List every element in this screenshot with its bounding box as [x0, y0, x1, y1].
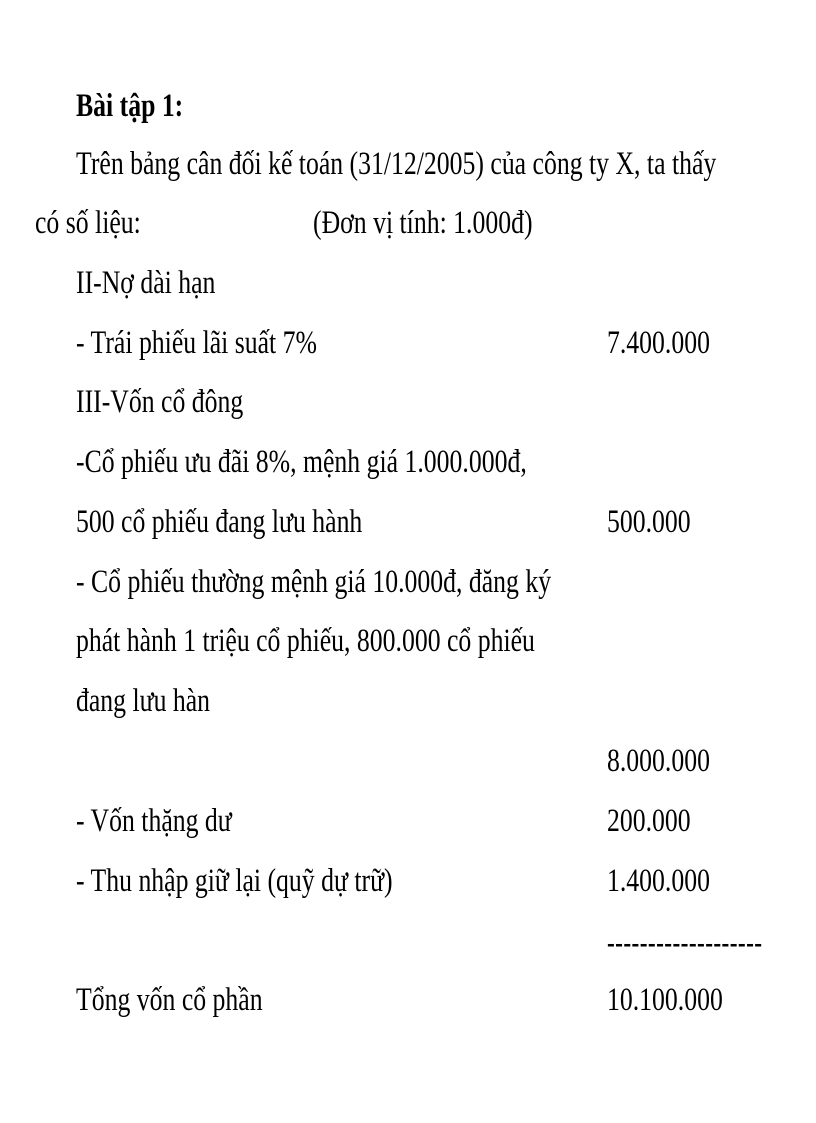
unit-note: (Đơn vị tính: 1.000đ) [313, 205, 533, 241]
total-equity-label: Tổng vốn cổ phần [76, 982, 263, 1018]
retained-earnings-label: - Thu nhập giữ lại (quỹ dự trữ) [76, 863, 393, 899]
exercise-title: Bài tập 1: [76, 88, 184, 124]
common-stock-line-2: phát hành 1 triệu cổ phiếu, 800.000 cổ phiếu [76, 623, 535, 659]
preferred-stock-line-1: -Cổ phiếu ưu đãi 8%, mệnh giá 1.000.000đ, [76, 444, 527, 480]
section-shareholders-equity: III-Vốn cổ đông [76, 384, 244, 420]
preferred-stock-value: 500.000 [607, 504, 691, 540]
total-separator: ------------------- [607, 926, 763, 959]
total-equity-value: 10.100.000 [607, 982, 723, 1018]
capital-surplus-label: - Vốn thặng dư [76, 803, 232, 839]
bond-label: - Trái phiếu lãi suất 7% [76, 325, 317, 361]
common-stock-value: 8.000.000 [607, 743, 710, 779]
intro-line-2: có số liệu: [35, 205, 141, 241]
capital-surplus-value: 200.000 [607, 803, 691, 839]
preferred-stock-line-2: 500 cổ phiếu đang lưu hành [76, 504, 363, 540]
bond-value: 7.400.000 [607, 325, 710, 361]
common-stock-line-1: - Cổ phiếu thường mệnh giá 10.000đ, đăng ký [76, 564, 552, 600]
intro-line-1: Trên bảng cân đối kế toán (31/12/2005) của công ty X, ta thấy [76, 146, 717, 182]
retained-earnings-value: 1.400.000 [607, 863, 710, 899]
common-stock-line-3: đang lưu hàn [76, 683, 211, 719]
section-long-term-debt: II-Nợ dài hạn [76, 265, 216, 301]
